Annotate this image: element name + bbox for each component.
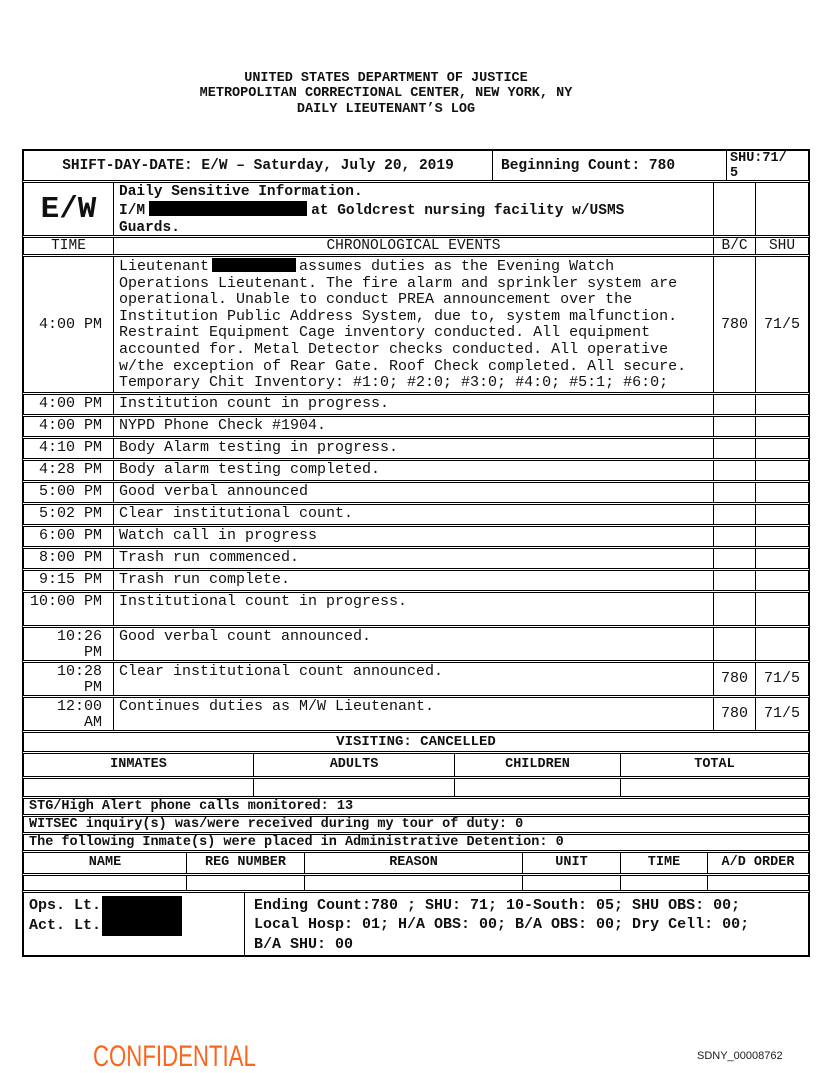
chrono-row: [23, 526, 809, 547]
redaction-box: [102, 916, 182, 936]
stg-phone-calls-line: [23, 798, 809, 815]
shu-cell: 71/5: [755, 663, 808, 695]
ending-count-summary: [244, 893, 808, 955]
ending-count-line3: B/A SHU: 00: [254, 935, 354, 953]
event-prefix: Lieutenant: [119, 258, 210, 275]
chrono-row: [23, 482, 809, 503]
header-line-agency: UNITED STATES DEPARTMENT OF JUSTICE: [244, 71, 528, 86]
bc-cell: [713, 593, 755, 625]
event-cell: Watch call in progress: [113, 527, 713, 546]
bc-cell: [713, 628, 755, 660]
chrono-row: [23, 504, 809, 525]
shu-cell: [755, 628, 808, 660]
visiting-col-children: CHILDREN: [454, 754, 620, 776]
bc-cell: [713, 461, 755, 480]
ad-values-row: [23, 875, 809, 891]
beginning-count: Beginning Count: 780: [492, 151, 726, 180]
ad-unit-value: [522, 876, 620, 890]
visiting-children-value: [454, 779, 620, 796]
time-cell: 4:00 PM: [38, 394, 102, 412]
ad-order-value: [707, 876, 808, 890]
event-cell: Institution count in progress.: [113, 395, 713, 414]
lieutenant-signatures: [24, 893, 244, 955]
bc-cell: [713, 439, 755, 458]
time-cell: 4:00 PM: [38, 416, 102, 434]
bc-cell: [713, 483, 755, 502]
shu-cell: [755, 483, 808, 502]
shu-cell: 71/5: [755, 257, 808, 392]
stg-phone-calls-text: STG/High Alert phone calls monitored: 13: [29, 798, 354, 814]
log-table: [22, 149, 810, 957]
chrono-row: [23, 592, 809, 626]
bc-cell: 780: [713, 257, 755, 392]
header-line-facility: METROPOLITAN CORRECTIONAL CENTER, NEW YORK, NY: [199, 86, 573, 102]
visiting-col-adults: ADULTS: [253, 754, 454, 776]
watch-label: E/W: [40, 191, 97, 227]
shift-date-row: [23, 150, 809, 181]
ending-count-line2: Local Hosp: 01; H/A OBS: 00; B/A OBS: 00; Dry Cell: 00;: [254, 916, 750, 934]
event-cell: Continues duties as M/W Lieutenant.: [113, 698, 713, 730]
event-cell: Institutional count in progress.: [113, 593, 713, 625]
ops-lt-label: Ops. Lt.: [29, 896, 102, 914]
event-suffix: assumes duties as the Evening Watch Operations Lieutenant. The fire alarm and sprinkler system are operational. Unable to conduct PREA announcement over the Institution Public Address System, due to, system malfunction. Restraint Equipment Cage inventory conducted. All equipment accounted for. Metal Detector checks conducted. All operative w/the exception of Rear Gate. Roof Check completed. All secure. Temporary Chit Inventory: #1:0; #2:0; #3:0; #4:0; #5:1; #6:0;: [119, 258, 687, 392]
col-header-events: CHRONOLOGICAL EVENTS: [113, 238, 713, 254]
bc-cell: [713, 505, 755, 524]
chrono-row: [23, 460, 809, 481]
admin-detention-text: The following Inmate(s) were placed in Administrative Detention: 0: [29, 834, 564, 850]
shu-cell: [755, 593, 808, 625]
visiting-status: [23, 732, 809, 752]
visiting-adults-value: [253, 779, 454, 796]
visiting-values-row: [23, 778, 809, 797]
chrono-row: [23, 394, 809, 415]
time-cell: 5:00 PM: [38, 482, 102, 500]
bc-cell: [713, 183, 755, 235]
event-cell: Trash run commenced.: [113, 549, 713, 568]
event-cell: Clear institutional count announced.: [113, 663, 713, 695]
ad-header-row: [23, 852, 809, 874]
col-header-time: TIME: [51, 238, 86, 254]
ad-col-unit: UNIT: [522, 853, 620, 873]
ad-col-name: NAME: [88, 855, 122, 871]
visiting-col-inmates: INMATES: [110, 757, 167, 773]
time-cell: 6:00 PM: [38, 526, 102, 544]
ad-reg-number-value: [186, 876, 304, 890]
bc-cell: [713, 395, 755, 414]
event-cell: Clear institutional count.: [113, 505, 713, 524]
time-cell: 10:26 PM: [56, 627, 102, 660]
time-cell: 10:28 PM: [56, 662, 102, 695]
shu-count: [726, 151, 808, 180]
signature-row: [23, 892, 809, 956]
time-cell: 5:02 PM: [38, 504, 102, 522]
shu-cell: 71/5: [755, 698, 808, 730]
visiting-inmates-value: [24, 779, 253, 796]
sensitive-info-line1: Daily Sensitive Information.: [119, 184, 363, 200]
column-header-row: [23, 237, 809, 255]
redaction-box: [212, 258, 296, 272]
ad-col-reason: REASON: [304, 853, 522, 873]
chrono-row: [23, 548, 809, 569]
ad-reason-value: [304, 876, 522, 890]
event-cell: Good verbal count announced.: [113, 628, 713, 660]
bc-cell: [713, 571, 755, 590]
sensitive-info-row: [23, 182, 809, 236]
visiting-total-value: [620, 779, 808, 796]
redaction-box: [149, 201, 307, 216]
col-header-shu: SHU: [755, 238, 808, 254]
visiting-status-text: VISITING: CANCELLED: [336, 733, 496, 750]
shu-cell: [755, 417, 808, 436]
chrono-row: [23, 256, 809, 393]
ending-count-line1: Ending Count:780 ; SHU: 71; 10-South: 05; SHU OBS: 00;: [254, 896, 741, 914]
chrono-row: [23, 662, 809, 696]
time-cell: 10:00 PM: [30, 592, 103, 610]
visiting-col-total: TOTAL: [620, 754, 808, 776]
header-line-logtitle: DAILY LIEUTENANT’S LOG: [296, 101, 476, 117]
chrono-row: [23, 570, 809, 591]
ad-time-value: [620, 876, 707, 890]
time-cell: 12:00 AM: [56, 697, 102, 730]
inmate-suffix: at Goldcrest nursing facility w/USMS: [311, 203, 625, 219]
shift-day-date: SHIFT-DAY-DATE: E/W – Saturday, July 20, 2019: [62, 157, 454, 174]
bc-cell: 780: [713, 698, 755, 730]
shu-count-line1: SHU:71/: [730, 151, 787, 166]
ad-col-order: A/D ORDER: [707, 853, 808, 873]
ops-lt-line: [29, 896, 244, 916]
shu-cell: [755, 549, 808, 568]
time-cell: 4:10 PM: [38, 438, 102, 456]
bc-cell: [713, 417, 755, 436]
ad-col-reg-number: REG NUMBER: [186, 853, 304, 873]
bc-cell: 780: [713, 663, 755, 695]
event-cell: [113, 257, 713, 392]
visiting-header-row: [23, 753, 809, 777]
event-cell: Body Alarm testing in progress.: [113, 439, 713, 458]
col-header-bc: B/C: [713, 238, 755, 254]
bates-number: SDNY_00008762: [697, 1050, 783, 1062]
sensitive-info-line3: Guards.: [119, 220, 180, 235]
shu-cell: [755, 439, 808, 458]
witsec-line: [23, 816, 809, 833]
chrono-row: [23, 416, 809, 437]
sensitive-info-line2: [119, 201, 708, 220]
shu-cell: [755, 461, 808, 480]
chrono-row: [23, 627, 809, 661]
chrono-row: [23, 697, 809, 731]
ad-name-value: [24, 876, 186, 890]
inmate-prefix: I/M: [119, 203, 146, 219]
event-cell: Body alarm testing completed.: [113, 461, 713, 480]
time-cell: 9:15 PM: [38, 570, 102, 588]
redaction-box: [102, 896, 182, 916]
shu-count-line2: 5: [730, 165, 739, 180]
shu-cell: [755, 527, 808, 546]
sensitive-info-cell: [113, 183, 713, 235]
confidential-stamp: CONFIDENTIAL: [93, 1040, 256, 1073]
time-cell: 8:00 PM: [38, 548, 102, 566]
shu-cell: [755, 571, 808, 590]
chrono-row: [23, 438, 809, 459]
document-header: [18, 71, 754, 117]
event-cell: NYPD Phone Check #1904.: [113, 417, 713, 436]
event-cell: Trash run complete.: [113, 571, 713, 590]
time-cell: 4:28 PM: [38, 460, 102, 478]
shu-cell: [755, 183, 808, 235]
bc-cell: [713, 527, 755, 546]
ad-col-time: TIME: [620, 853, 707, 873]
admin-detention-line: [23, 834, 809, 851]
event-cell: Good verbal announced: [113, 483, 713, 502]
shu-cell: [755, 505, 808, 524]
witsec-text: WITSEC inquiry(s) was/were received during my tour of duty: 0: [29, 816, 524, 832]
time-cell: 4:00 PM: [38, 315, 102, 333]
act-lt-label: Act. Lt.: [29, 916, 102, 934]
act-lt-line: [29, 916, 244, 936]
shu-cell: [755, 395, 808, 414]
bc-cell: [713, 549, 755, 568]
